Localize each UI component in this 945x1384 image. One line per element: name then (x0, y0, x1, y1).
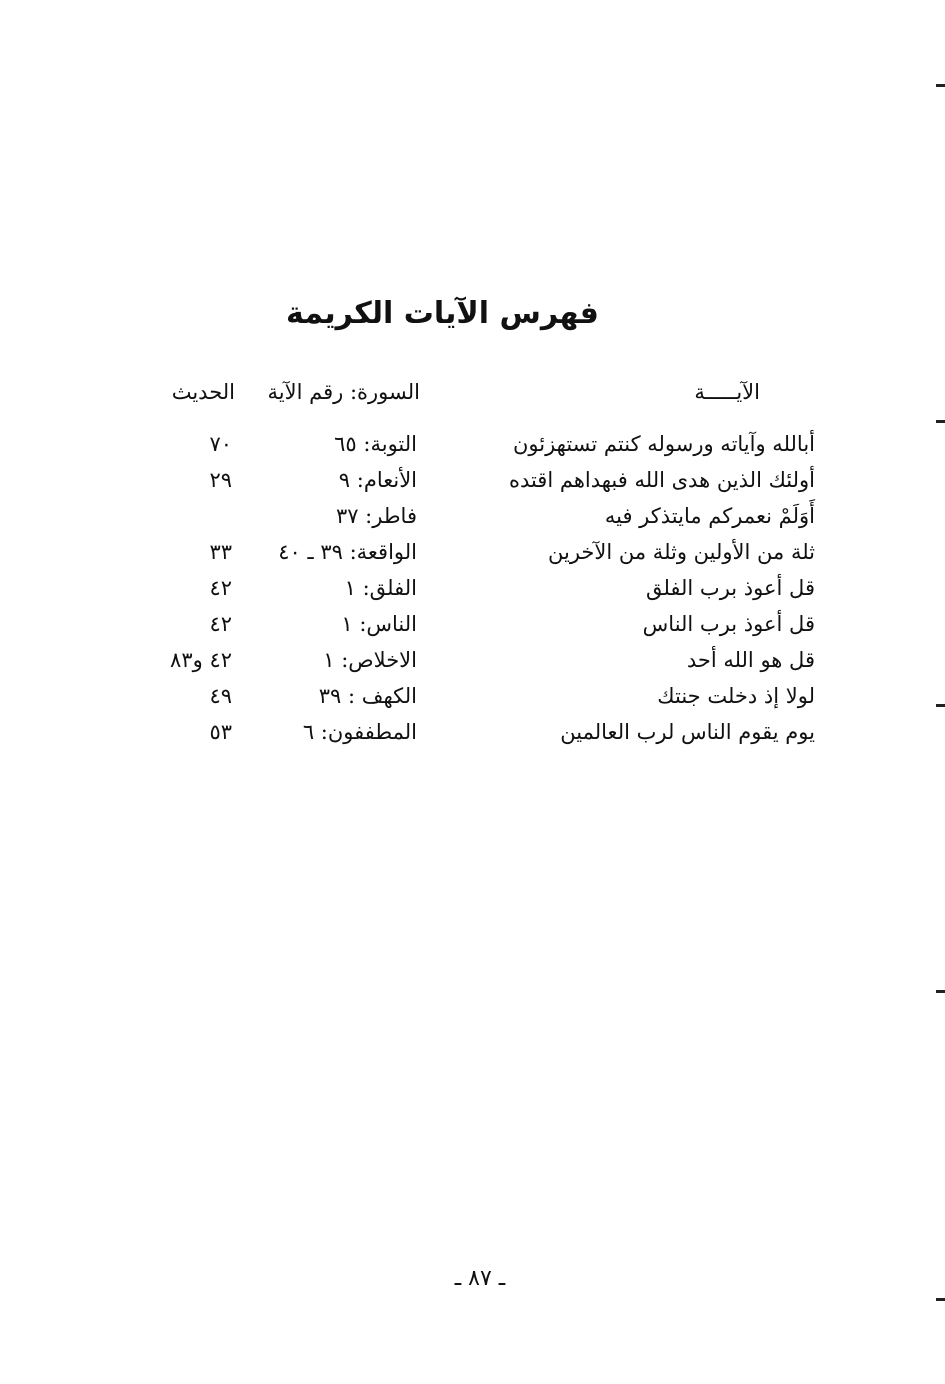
page-title: فهرس الآيات الكريمة (286, 296, 599, 331)
surah-ref: الواقعة: ٣٩ ـ ٤٠ (278, 540, 417, 564)
page-number: ـ ٨٧ ـ (454, 1266, 506, 1291)
edge-mark (936, 704, 945, 707)
table-row (0, 468, 945, 504)
verse-text: قل هو الله أحد (686, 648, 815, 672)
table-row (0, 648, 945, 684)
table-row (0, 684, 945, 720)
edge-mark (936, 990, 945, 993)
table-row (0, 504, 945, 540)
surah-column-header: السورة: رقم الآية (267, 380, 420, 404)
verse-column-header: الآيـــــة (694, 380, 760, 404)
table-row (0, 720, 945, 756)
edge-mark (936, 1298, 945, 1301)
verse-text: أبالله وآياته ورسوله كنتم تستهزئون (512, 432, 815, 456)
surah-ref: الكهف : ٣٩ (318, 684, 417, 708)
table-row (0, 576, 945, 612)
hadith-number: ٧٠ (209, 432, 232, 456)
verse-text: ثلة من الأولين وثلة من الآخرين (548, 540, 815, 564)
surah-ref: الفلق: ١ (344, 576, 417, 600)
surah-ref: الناس: ١ (341, 612, 417, 636)
hadith-column-header: الحديث (171, 380, 235, 404)
verse-text: أَوَلَمْ نعمركم مايتذكر فيه (604, 504, 815, 528)
table-row (0, 540, 945, 576)
surah-ref: المطففون: ٦ (302, 720, 417, 744)
edge-mark (936, 420, 945, 423)
hadith-number: ٥٣ (209, 720, 232, 744)
surah-ref: الأنعام: ٩ (338, 468, 417, 492)
table-row (0, 612, 945, 648)
hadith-number: ٤٢ (209, 612, 232, 636)
verse-text: أولئك الذين هدى الله فبهداهم اقتده (508, 468, 815, 492)
hadith-number: ٢٩ (209, 468, 232, 492)
hadith-number: ٣٣ (209, 540, 232, 564)
verse-text: لولا إذ دخلت جنتك (657, 684, 815, 708)
hadith-number: ٤٢ (209, 576, 232, 600)
edge-mark (936, 84, 945, 87)
hadith-number: ٤٩ (209, 684, 232, 708)
surah-ref: الاخلاص: ١ (323, 648, 417, 672)
verse-text: قل أعوذ برب الفلق (645, 576, 815, 600)
surah-ref: فاطر: ٣٧ (335, 504, 417, 528)
verse-text: يوم يقوم الناس لرب العالمين (560, 720, 815, 744)
hadith-number: ٤٢ و٨٣ (170, 648, 232, 672)
table-row (0, 432, 945, 468)
verse-text: قل أعوذ برب الناس (642, 612, 815, 636)
surah-ref: التوبة: ٦٥ (334, 432, 417, 456)
